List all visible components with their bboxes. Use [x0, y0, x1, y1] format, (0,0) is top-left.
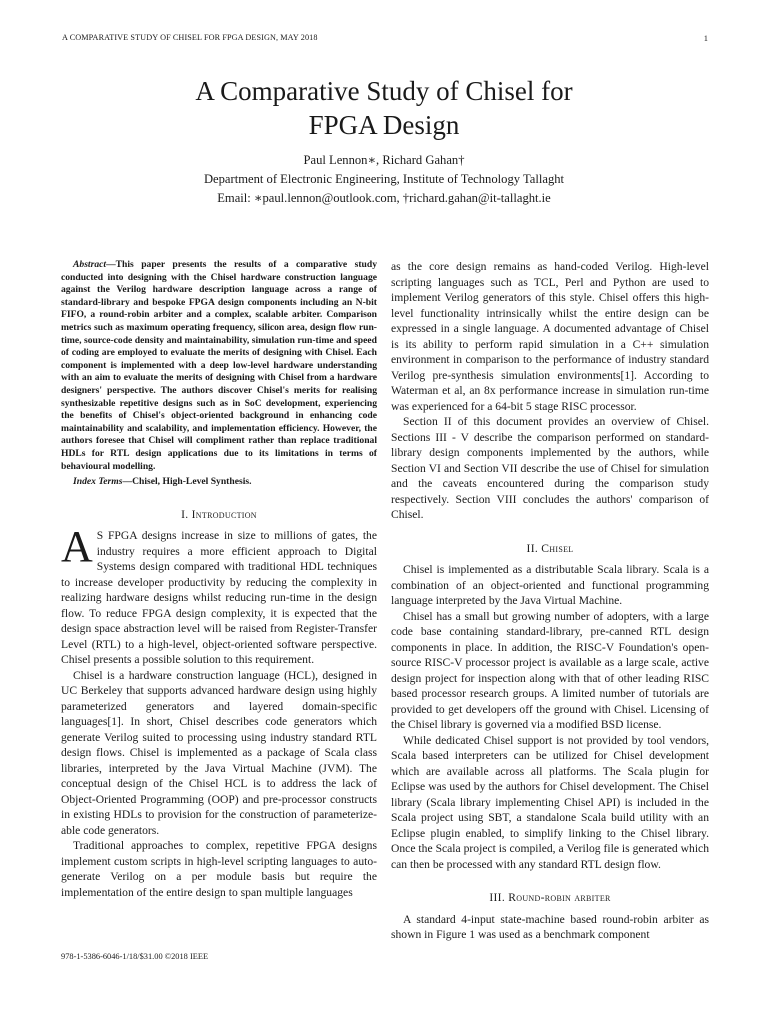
running-header: A COMPARATIVE STUDY OF CHISEL FOR FPGA DESIGN, MAY 2018 [62, 33, 318, 42]
author-affiliation: Department of Electronic Engineering, Institute of Technology Tallaght [203, 172, 565, 186]
author-names: Paul Lennon∗, Richard Gahan† [303, 153, 465, 167]
chisel-paragraph-1: Chisel is implemented as a distributable Scala library. Scala is a combination of an object-oriented and functional programming language interpreted by the Java Virtual Machine. [391, 563, 709, 607]
page-number: 1 [703, 33, 708, 43]
index-terms-label: Index Terms [73, 476, 123, 488]
intro-paragraph-2: Chisel is a hardware construction language (HCL), designed in UC Berkeley that supports advanced hardware design using highly parameterized generators and layered domain-specific languages[1]. In short, Chisel describes code generators which generate Verilog suited to processing using industry standard RTL design flows. Chisel is implemented as a package of Scala class libraries, interpreted by the Java Virtual Machine (JVM). The conceptual design of the Chisel HCL is to address the lack of Object-Oriented Programming (OOP) and pre-processor constructs in existing HDLs to provision for the construction of parameterize-able code generators. [61, 668, 377, 837]
title-line-1: A Comparative Study of Chisel for [195, 76, 573, 106]
abstract-label: Abstract [73, 259, 107, 270]
abstract [61, 259, 377, 473]
section-heading-chisel: II. Chisel [526, 541, 574, 555]
title-line-2: FPGA Design [308, 110, 460, 140]
copyright-footer: 978-1-5386-6046-1/18/$31.00 ©2018 IEEE [61, 952, 209, 961]
abstract-text: —This paper presents the results of a comparative study conducted into designing with the Chisel hardware construction language against the Verilog hardware description language across a range of standard-library and bespoke FPGA design components including an N-bit FIFO, a round-robin arbiter and a complex, scalable arbiter. Comparison metrics such as maximum operating frequency, silicon area, design flow run-time, source-code density and maintainability, simulation run-time and speed of coding are employed to evaluate the merits of designing with Chisel. Each component is implemented with a deep low-level hardware understanding with an aim to evaluate the merits of designing with Chisel from a hardware designers' perspective. The authors discover Chisel's merits for realising synthesizable repetitive designs such as in SoC development, experiencing the benefits of Chisel's object-oriented background in enhancing code maintainability and scalability, and implementation efficiency. However, the authors foresee that Chisel will compliment rather than replace traditional HDLs for RTL design applications due to its limitations in terms of behavioural modelling. [61, 259, 377, 472]
drop-cap: A [61, 522, 93, 572]
right-column [391, 259, 709, 943]
section-heading-introduction: I. Introduction [181, 507, 257, 521]
chisel-paragraph-2: Chisel has a small but growing number of adopters, with a large code base containing standard-library, pre-canned RTL design components in place. In addition, the RISC-V Foundation's open-source RISC-V processor project is available as a large scale, active design project for inspection along with that of other leading RISC based processor research groups. A limited number of tutorials are provided to get developers off the ground with Chisel. Licensing of the Chisel library is governed via a modified BSD license. [391, 609, 709, 731]
section-heading-round-robin-arbiter: III. Round-robin arbiter [489, 891, 611, 904]
chisel-paragraph-3: While dedicated Chisel support is not provided by tool vendors, Scala based interpreters can be utilized for Chisel development which are available across all platforms. The Scala plugin for Eclipse was used by the authors for Chisel development. The Chisel library (Scala library implementing Chisel API) is included in the Scala project using SBT, a standalone Scala build utility with an Eclipse plugin enabled, to simplify linking to the Chisel library. Once the Scala project is compiled, a Verilog file is generated which can then be processed with any standard RTL design flow. [391, 733, 709, 871]
intro-paragraph-3: Traditional approaches to complex, repetitive FPGA designs implement custom scripts in high-level scripting languages to auto-generate Verilog on a per module basis but require the implementation of the entire design to span multiple languages [61, 839, 377, 899]
intro-paragraph-5: Section II of this document provides an overview of Chisel. Sections III - V describe the comparison performed on standard-library design components implemented by the authors, while Section VI and Section VII describe the use of Chisel for simulation and the caveats encountered during the comparison study respectively. Section VIII concludes the authors' comparison of Chisel. [391, 415, 709, 521]
intro-paragraph-1 [61, 522, 377, 668]
author-block [0, 151, 768, 208]
intro-paragraph-4: as the core design remains as hand-coded Verilog. High-level scripting languages such as TCL, Perl and Python are used to implement Verilog generators of this style. Chisel offers this high-level functionality intrinsically whilst the entire design can be expressed in a single language. A documented advantage of Chisel is its ability to perform rapid simulation in a C++ simulation environment in comparison to the performance of industry standard Verilog pre-synthesis simulation environments[1]. According to Waterman et al, an 8x performance increase in simulation run-time was experienced for a 64-bit 5 stage RISC processor. [391, 260, 709, 413]
left-column [61, 259, 377, 900]
arbiter-paragraph-1: A standard 4-input state-machine based round-robin arbiter as shown in Figure 1 was used as a benchmark component [391, 912, 709, 941]
index-terms [61, 476, 377, 489]
paper-title [0, 74, 768, 142]
author-email: Email: ∗paul.lennon@outlook.com, †richard.gahan@it-tallaght.ie [217, 191, 551, 205]
index-terms-text: —Chisel, High-Level Synthesis. [122, 476, 252, 488]
intro-paragraph-1-text: S FPGA designs increase in size to millions of gates, the industry requires a more efficient approach to Digital Systems design compared with traditional HDL techniques to increase developer productivity by reducing the complexity in realizing hardware designs whilst reducing run-time in the design flow. To reduce FPGA design complexity, it is expected that the design space abstraction level will be raised from Register-Transfer Level (RTL) to a high-level, object-oriented software perspective. Chisel presents a possible solution to this requirement. [61, 529, 377, 667]
